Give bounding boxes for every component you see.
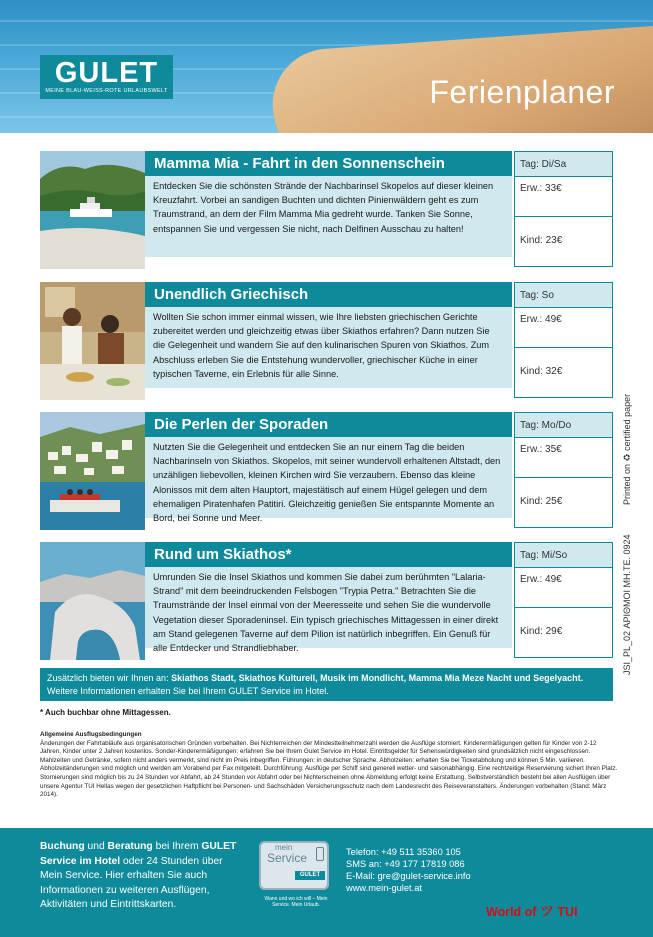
booking-text-2: bei Ihrem bbox=[152, 841, 202, 852]
tour-title: Mamma Mia - Fahrt in den Sonnenschein bbox=[145, 151, 512, 176]
price-box bbox=[514, 542, 613, 658]
mein-service-card bbox=[259, 841, 329, 890]
tui-brand: TUI bbox=[557, 905, 578, 919]
adult-price: Erw.: 35€ bbox=[515, 437, 612, 477]
tour-description: Wollten Sie schon immer einmal wissen, wie Ihre liebsten griechischen Gerichte zubereitet werden und gleichzeitig etwas über Skiathos erfahren? Dann nutzen Sie die Gelegenheit und wandern Sie auf den kulinarischen Spuren von Skiathos. Zum Abschluss erleben Sie die Entstehung wundervoller, griechischer Küche in einer typischen Taverne, ein Erlebnis für alle Sinne. bbox=[145, 307, 512, 388]
tour-description: Nutzten Sie die Gelegenheit und entdecken Sie an nur einem Tag die beiden Nachbarinseln von Skiathos. Skopelos, mit seiner wundervoll erhaltenen Altstadt, den unzähligen liebevollen, kleinen Kirchen wird Sie verzaubern. Ebenso das kleine Alonissos mit dem alten Hauptort, majestätisch auf einem Hügel gelegen und dem ehemaligen Piratenhafen Patitiri. Gleichzeitig genießen Sie entspannte Momente an Bord, bei Sonne und Meer. bbox=[145, 437, 512, 518]
logo-tagline: MEINE BLAU-WEISS-ROTE URLAUBSWELT bbox=[45, 88, 168, 94]
extra-offers-line bbox=[47, 672, 606, 685]
phone-icon bbox=[316, 847, 324, 861]
contact-email[interactable]: E-Mail: gre@gulet-service.info bbox=[346, 871, 471, 881]
tour-description: Entdecken Sie die schönsten Strände der Nachbarinsel Skopelos auf dieser kleinen Kreuzfahrt. Vorbei an sandigen Buchten und dichten Pinienwäldern geht es zum Traumstrand, an dem der Film Mamma Mia gedreht wurde. Tanken Sie Sonne, entspannen Sie und vergessen Sie nicht, nach Delfinen Ausschau zu halten! bbox=[145, 176, 512, 257]
price-box bbox=[514, 412, 613, 528]
card-caption: Wann und wo ich will – Mein Service. Mein Urlaub. bbox=[264, 896, 328, 908]
adult-price: Erw.: 49€ bbox=[515, 307, 612, 347]
terms-block bbox=[40, 731, 618, 800]
footnote: * Auch buchbar ohne Mittagessen. bbox=[40, 708, 171, 717]
tour-card-sporaden bbox=[40, 412, 613, 530]
tour-title: Unendlich Griechisch bbox=[145, 282, 512, 307]
extra-items: Skiathos Stadt, Skiathos Kulturell, Musik im Mondlicht, Mamma Mia Meze Nacht und Segelyacht. bbox=[171, 673, 584, 683]
booking-bold-3: GULET Service im Hotel bbox=[40, 841, 237, 867]
adult-price: Erw.: 33€ bbox=[515, 176, 612, 216]
extra-offers-bar bbox=[40, 668, 613, 701]
printed-on-note: Printed on ♻ certified paper bbox=[622, 393, 632, 505]
harbor-town-photo bbox=[40, 412, 145, 530]
tour-card-skiathos bbox=[40, 542, 613, 660]
child-price: Kind: 25€ bbox=[515, 477, 612, 525]
cooking-photo bbox=[40, 282, 145, 400]
tour-title: Rund um Skiathos* bbox=[145, 542, 512, 567]
terms-text: Änderungen der Fahrtabläufe aus organisatorischen Gründen vorbehalten. Bei Nichterreichen der Mindestteilnehmerzahl werden die Ausflüge storniert. Kinderermäßigungen gelten für Kinder von 2-12 Jahren, Kinder unter 2 Jahren kostenlos. Sonder-Kinderermäßigungen: erfahren Sie bei Ihrem Gulet Service im Hotel. Eintrittsgelder für Sehenswürdigkeiten sind grundsätzlich nicht eingeschlossen. Mahlzeiten und Getränke, sofern nicht anders vermerkt, sind nicht im Preis inbegriffen. Führungen: in deutscher Sprache. Abholzeiten: erhalten Sie bei Ticketabholung und können 5 Min. variieren. Abholzeitänderungen sind möglich und werden am Vorabend per Fax mitgeteilt. Durchführung: Ausflüge per Schiff sind generell wetter- und saisonabhängig. Eine rechtzeitige Reservierung sichert Ihren Platz. Stornierungen sind möglich bis zu 24 Stunden vor Abfahrt, ab 24 Stunden vor Abfahrt oder bei Nichterscheinen ohne Abmeldung erfolgt keine Erstattung. Selbstverständlich besteht bei allen Ausflügen über unsere Agentur TUI Hellas wegen der gesetzlichen Haftpflicht bei Personen- und Sachschäden Versicherungsschutz nach dem Landesrecht des Reiseveranstalters. Änderungen vorbehalten (Stand: März 2014). bbox=[40, 739, 618, 799]
extra-prefix: Zusätzlich bieten wir Ihnen an: bbox=[47, 673, 172, 683]
booking-text-3: oder 24 Stunden über Mein Service. Hier erhalten Sie auch Informationen zu weiteren Ausflügen, Aktivitäten und Eintrittskarten. bbox=[40, 855, 223, 910]
wood-plank-line bbox=[0, 20, 653, 22]
card-mein: mein bbox=[275, 843, 293, 852]
gulet-logo bbox=[40, 55, 173, 99]
document-code: JSI_PL_02 ΑΡΙΘΜΟΙ ΜΗ.ΤΕ. 0924 bbox=[622, 534, 632, 675]
boat-beach-photo bbox=[40, 151, 145, 269]
booking-bold-2: Beratung bbox=[107, 841, 153, 852]
child-price: Kind: 23€ bbox=[515, 216, 612, 264]
card-service: Service bbox=[267, 851, 308, 865]
child-price: Kind: 29€ bbox=[515, 607, 612, 655]
tour-day: Tag: Mi/So bbox=[515, 542, 612, 567]
contact-list bbox=[346, 846, 471, 894]
tui-smile-icon: ツ bbox=[539, 903, 554, 919]
card-gulet: GULET bbox=[295, 871, 325, 880]
booking-info bbox=[40, 840, 240, 913]
logo-word: GULET bbox=[54, 57, 159, 89]
footer bbox=[0, 828, 653, 937]
tour-day: Tag: Mo/Do bbox=[515, 412, 612, 437]
booking-bold-1: Buchung bbox=[40, 841, 85, 852]
tour-day: Tag: So bbox=[515, 282, 612, 307]
child-price: Kind: 32€ bbox=[515, 347, 612, 395]
rock-arch-photo bbox=[40, 542, 145, 660]
price-box bbox=[514, 282, 613, 398]
tui-logo bbox=[486, 901, 578, 921]
tour-card-griechisch bbox=[40, 282, 613, 400]
tour-day: Tag: Di/Sa bbox=[515, 151, 612, 176]
header-banner bbox=[0, 0, 653, 133]
price-box bbox=[514, 151, 613, 267]
tour-title: Die Perlen der Sporaden bbox=[145, 412, 512, 437]
contact-web[interactable]: www.mein-gulet.at bbox=[346, 883, 422, 893]
tour-card-mamma-mia bbox=[40, 151, 613, 269]
booking-text-1: und bbox=[84, 841, 108, 852]
contact-sms: SMS an: +49 177 17819 086 bbox=[346, 859, 465, 869]
terms-title: Allgemeine Ausflugsbedingungen bbox=[40, 731, 142, 738]
tour-description: Umrunden Sie die Insel Skiathos und kommen Sie dabei zum berühmten "Lalaria-Strand" mit dem beeindruckenden Felsbogen "Trypia Petra." Betrachten Sie die Traumstrände der Insel einmal von der Meeresseite und sehen Sie die wundervolle Vegetation dieser Sporadeninsel. Ein typisch griechisches Mittagessen in einer direkt am Stand gelegenen Taverne auf dem Pilion ist natürlich inbegriffen. Ein Genuß für alle Entdecker und Strandliebhaber. bbox=[145, 567, 512, 648]
adult-price: Erw.: 49€ bbox=[515, 567, 612, 607]
contact-phone: Telefon: +49 511 35360 105 bbox=[346, 847, 461, 857]
extra-info-line: Weitere Informationen erhalten Sie bei Ihrem GULET Service im Hotel. bbox=[47, 686, 329, 696]
tui-text: World of bbox=[486, 905, 537, 919]
page-title: Ferienplaner bbox=[429, 74, 615, 110]
